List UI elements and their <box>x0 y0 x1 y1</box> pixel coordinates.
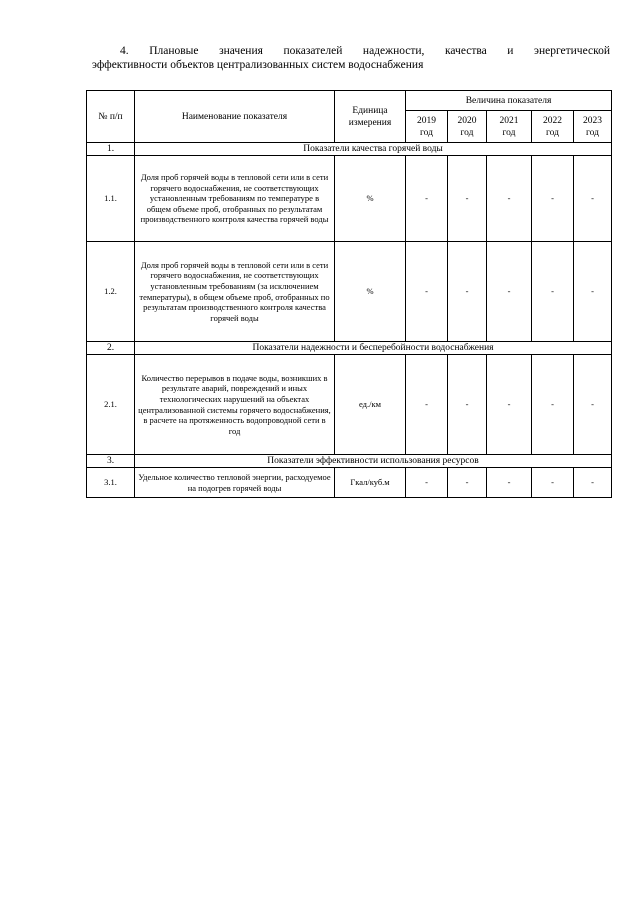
row-name: Доля проб горячей воды в тепловой сети или в сети горячего водоснабжения, не соответствующих установленным требованиям (за исключением температуры), в общем объеме проб, отобранных по результатам производственного контроля качества горячей воды <box>135 242 335 342</box>
table-row <box>87 156 612 242</box>
header-num: № п/п <box>87 91 135 143</box>
row-value: - <box>574 468 612 498</box>
table-row <box>87 468 612 498</box>
row-name: Количество перерывов в подаче воды, возникших в результате аварий, повреждений и иных технологических нарушений на объектах централизованной системы горячего водоснабжения, в расчете на протяженность водопроводной сети в год <box>135 355 335 455</box>
section-title: Показатели эффективности использования ресурсов <box>135 455 612 468</box>
header-unit: Единица измерения <box>335 91 406 143</box>
row-value: - <box>574 156 612 242</box>
row-value: - <box>406 156 448 242</box>
header-year: 2023 год <box>574 111 612 143</box>
indicators-table <box>86 90 612 498</box>
row-value: - <box>448 355 487 455</box>
row-unit: ед./км <box>335 355 406 455</box>
row-name: Доля проб горячей воды в тепловой сети или в сети горячего водоснабжения, не соответствующих установленным требованиям по температуре в общем объеме проб, отобранных по результатам производственного контроля качества горячей воды <box>135 156 335 242</box>
row-unit: Гкал/куб.м <box>335 468 406 498</box>
row-value: - <box>487 242 532 342</box>
heading-line-2: эффективности объектов централизованных систем водоснабжения <box>92 59 424 71</box>
row-value: - <box>448 156 487 242</box>
row-unit: % <box>335 156 406 242</box>
section-num: 1. <box>87 143 135 156</box>
header-year: 2019 год <box>406 111 448 143</box>
header-name: Наименование показателя <box>135 91 335 143</box>
row-value: - <box>406 355 448 455</box>
section-row <box>87 455 612 468</box>
row-value: - <box>448 242 487 342</box>
header-year: 2022 год <box>532 111 574 143</box>
header-row <box>87 91 612 111</box>
row-num: 2.1. <box>87 355 135 455</box>
section-title: Показатели надежности и бесперебойности водоснабжения <box>135 342 612 355</box>
section-row <box>87 342 612 355</box>
row-num: 3.1. <box>87 468 135 498</box>
row-value: - <box>574 355 612 455</box>
row-value: - <box>406 468 448 498</box>
header-value: Величина показателя <box>406 91 612 111</box>
row-unit: % <box>335 242 406 342</box>
document-heading <box>92 44 610 72</box>
table-row <box>87 355 612 455</box>
row-value: - <box>487 468 532 498</box>
row-name: Удельное количество тепловой энергии, расходуемое на подогрев горячей воды <box>135 468 335 498</box>
row-value: - <box>574 242 612 342</box>
row-value: - <box>532 355 574 455</box>
row-value: - <box>406 242 448 342</box>
row-num: 1.2. <box>87 242 135 342</box>
row-value: - <box>448 468 487 498</box>
row-num: 1.1. <box>87 156 135 242</box>
row-value: - <box>487 156 532 242</box>
section-title: Показатели качества горячей воды <box>135 143 612 156</box>
header-year: 2021 год <box>487 111 532 143</box>
header-year: 2020 год <box>448 111 487 143</box>
section-num: 2. <box>87 342 135 355</box>
section-num: 3. <box>87 455 135 468</box>
row-value: - <box>532 242 574 342</box>
row-value: - <box>487 355 532 455</box>
heading-line-1: 4. Плановые значения показателей надежности, качества и энергетической <box>120 45 610 57</box>
row-value: - <box>532 468 574 498</box>
row-value: - <box>532 156 574 242</box>
table-row <box>87 242 612 342</box>
section-row <box>87 143 612 156</box>
